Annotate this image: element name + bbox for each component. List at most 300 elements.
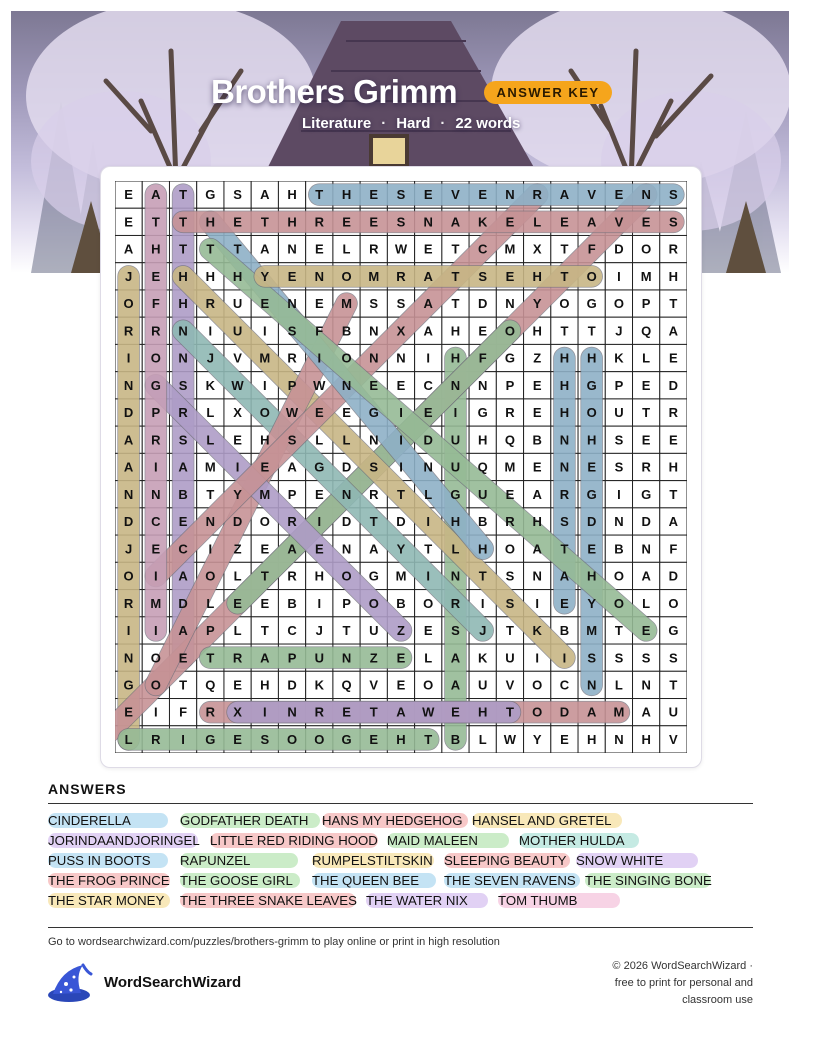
grid-letter: O: [259, 405, 270, 421]
grid-letter: R: [232, 650, 243, 666]
grid-letter: Y: [587, 595, 597, 611]
grid-letter: A: [668, 514, 679, 530]
grid-letter: H: [586, 731, 597, 747]
grid-letter: I: [480, 595, 485, 611]
grid-letter: S: [614, 650, 624, 666]
grid-letter: E: [641, 432, 651, 448]
grid-letter: N: [287, 296, 297, 312]
grid-letter: D: [668, 568, 679, 584]
grid-letter: J: [315, 623, 323, 639]
answer-word-label: HANS MY HEDGEHOG: [322, 813, 463, 828]
grid-letter: H: [232, 268, 243, 284]
grid-letter: H: [559, 350, 570, 366]
grid-letter: S: [287, 432, 297, 448]
grid-letter: R: [314, 704, 324, 720]
grid-letter: G: [641, 486, 652, 502]
answer-word-label: LITTLE RED RIDING HOOD: [210, 833, 378, 848]
grid-letter: D: [341, 459, 352, 475]
grid-letter: W: [285, 405, 299, 421]
grid-letter: V: [233, 350, 242, 366]
grid-letter: M: [259, 350, 271, 366]
grid-letter: E: [260, 459, 270, 475]
grid-letter: G: [341, 731, 352, 747]
answers-heading: ANSWERS: [48, 781, 127, 797]
grid-letter: N: [151, 486, 161, 502]
category-label: Literature: [302, 115, 372, 132]
grid-letter: T: [206, 650, 215, 666]
grid-letter: S: [478, 268, 488, 284]
grid-letter: A: [287, 541, 297, 557]
grid-letter: B: [559, 623, 570, 639]
grid-letter: M: [204, 459, 216, 475]
grid-letters: [124, 187, 679, 747]
grid-letter: L: [233, 623, 242, 639]
grid-letter: P: [151, 405, 161, 421]
grid-letter: O: [314, 731, 325, 747]
grid-letter: T: [669, 486, 678, 502]
answer-word-label: THE THREE SNAKE LEAVES: [180, 893, 357, 908]
grid-letter: E: [396, 377, 406, 393]
answer-word-label: MAID MALEEN: [387, 833, 478, 848]
grid-letter: S: [587, 650, 597, 666]
grid-letter: I: [262, 323, 267, 339]
grid-letter: E: [669, 432, 678, 448]
grid-letter: E: [178, 650, 188, 666]
grid-letter: S: [669, 650, 678, 666]
grid-letter: R: [151, 432, 161, 448]
grid-letter: N: [123, 377, 134, 393]
grid-letter: E: [124, 214, 133, 230]
grid-letter: G: [586, 296, 597, 312]
grid-letter: T: [424, 731, 433, 747]
grid-letter: I: [154, 704, 158, 720]
grid-letter: T: [151, 214, 160, 230]
grid-letter: G: [450, 486, 461, 502]
grid-letter: Q: [641, 323, 652, 339]
answer-word: [180, 812, 308, 829]
grid-letter: E: [260, 541, 270, 557]
grid-letter: D: [423, 432, 433, 448]
grid-letter: N: [341, 377, 352, 393]
grid-letter: A: [423, 268, 433, 284]
grid-letter: G: [477, 405, 488, 421]
grid-letter: N: [423, 214, 433, 230]
grid-letter: L: [233, 568, 242, 584]
copyright-line: © 2026 WordSearchWizard ·: [612, 960, 753, 972]
grid-letter: M: [504, 241, 516, 257]
answer-word-label: THE STAR MONEY: [48, 893, 165, 908]
grid-letter: O: [150, 350, 161, 366]
grid-letter: G: [368, 405, 379, 421]
grid-letter: D: [123, 514, 134, 530]
grid-letter: K: [205, 377, 216, 393]
grid-letter: O: [504, 541, 516, 557]
grid-letter: E: [151, 268, 161, 284]
grid-letter: I: [453, 405, 458, 421]
grid-letter: L: [342, 432, 351, 448]
grid-letter: I: [262, 377, 267, 393]
grid-letter: E: [423, 187, 433, 203]
grid-letter: E: [505, 214, 515, 230]
grid-letter: P: [505, 377, 515, 393]
grid-letter: K: [314, 677, 324, 693]
grid-letter: L: [533, 214, 542, 230]
answer-word: [444, 872, 576, 889]
grid-letter: R: [532, 187, 542, 203]
grid-letter: A: [450, 214, 461, 230]
grid-letter: S: [505, 595, 515, 611]
grid-letter: D: [232, 514, 243, 530]
grid-letter: N: [532, 568, 542, 584]
grid-letter: N: [178, 350, 188, 366]
grid-letter: E: [369, 377, 379, 393]
answer-word: [472, 812, 612, 829]
grid-letter: S: [369, 296, 379, 312]
grid-letter: E: [669, 350, 678, 366]
grid-letter: R: [505, 514, 515, 530]
grid-letter: T: [206, 486, 215, 502]
grid-letter: H: [450, 514, 461, 530]
grid-letter: A: [369, 541, 379, 557]
grid-letter: I: [181, 731, 185, 747]
grid-letter: M: [259, 486, 271, 502]
answer-word-label: SLEEPING BEAUTY: [444, 853, 567, 868]
grid-letter: D: [614, 241, 624, 257]
grid-letter: S: [396, 187, 406, 203]
footer-link-text[interactable]: Go to wordsearchwizard.com/puzzles/brothers-grimm to play online or print in high resolution: [48, 936, 500, 948]
grid-letter: E: [178, 514, 188, 530]
grid-letter: E: [641, 377, 651, 393]
answer-word: [48, 892, 164, 909]
meta-separator: ·: [440, 115, 446, 132]
grid-letter: E: [478, 323, 488, 339]
grid-letter: H: [532, 514, 542, 530]
grid-letter: O: [286, 731, 298, 747]
grid-letter: E: [532, 405, 542, 421]
grid-letter: I: [154, 459, 158, 475]
grid-letter: E: [451, 704, 460, 720]
grid-letter: M: [395, 568, 407, 584]
grid-letter: J: [615, 323, 623, 339]
grid-letter: I: [617, 268, 621, 284]
grid-letter: T: [451, 241, 460, 257]
grid-letter: I: [208, 323, 213, 339]
grid-letter: I: [317, 350, 322, 366]
grid-letter: N: [559, 432, 570, 448]
grid-letter: J: [206, 350, 214, 366]
grid-letter: P: [287, 486, 297, 502]
grid-letter: Y: [532, 296, 542, 312]
grid-letter: T: [669, 296, 678, 312]
grid-letter: A: [123, 459, 134, 475]
grid-letter: N: [123, 650, 134, 666]
grid-letter: T: [260, 214, 269, 230]
grid-letter: B: [450, 731, 461, 747]
grid-letter: F: [315, 323, 324, 339]
grid-letter: H: [396, 731, 406, 747]
grid-letter: I: [154, 568, 158, 584]
answer-word-label: GODFATHER DEATH: [180, 813, 309, 828]
grid-letter: I: [535, 650, 540, 666]
grid-letter: A: [668, 323, 679, 339]
grid-letter: N: [450, 377, 461, 393]
answer-word: [48, 852, 151, 869]
grid-letter: T: [369, 514, 378, 530]
grid-letter: I: [235, 459, 240, 475]
grid-letter: E: [641, 623, 651, 639]
grid-letter: N: [314, 268, 324, 284]
grid-letter: N: [178, 323, 188, 339]
grid-letter: E: [369, 214, 379, 230]
grid-letter: I: [154, 623, 158, 639]
grid-letter: H: [668, 268, 679, 284]
grid-letter: A: [260, 241, 270, 257]
grid-letter: B: [287, 595, 297, 611]
grid-letter: O: [613, 595, 624, 611]
grid-letter: T: [233, 241, 242, 257]
grid-letter: T: [260, 623, 269, 639]
answer-word-label: CINDERELLA: [48, 813, 131, 828]
grid-letter: T: [179, 241, 188, 257]
grid-letter: R: [287, 568, 297, 584]
grid-letter: A: [151, 187, 161, 203]
grid-letter: E: [124, 704, 133, 720]
grid-letter: H: [450, 323, 461, 339]
grid-letter: U: [450, 459, 461, 475]
grid-letter: A: [123, 241, 134, 257]
grid-letter: S: [669, 187, 678, 203]
grid-letter: D: [123, 405, 134, 421]
grid-letter: O: [123, 568, 134, 584]
grid-letter: P: [205, 623, 215, 639]
grid-letter: M: [341, 296, 352, 312]
grid-letter: I: [426, 350, 431, 366]
grid-letter: W: [231, 377, 244, 393]
grid-letter: R: [641, 459, 651, 475]
grid-letter: O: [341, 350, 352, 366]
grid-letter: H: [178, 268, 188, 284]
grid-letter: U: [505, 650, 515, 666]
grid-letter: Z: [233, 541, 242, 557]
answer-word: [498, 892, 577, 909]
grid-letter: T: [369, 704, 378, 720]
grid-letter: A: [178, 623, 188, 639]
grid-letter: A: [287, 459, 297, 475]
grid-letter: V: [505, 677, 515, 693]
grid-letter: U: [314, 650, 324, 666]
grid-letter: K: [614, 350, 624, 366]
grid-letter: D: [668, 377, 679, 393]
answers-list: [48, 812, 768, 912]
grid-letter: C: [151, 514, 161, 530]
grid-letter: A: [178, 568, 188, 584]
divider: [48, 803, 753, 804]
grid-letter: R: [287, 350, 297, 366]
grid-letter: T: [478, 568, 487, 584]
grid-letter: C: [287, 623, 297, 639]
grid-letter: H: [314, 568, 324, 584]
grid-letter: E: [151, 541, 161, 557]
grid-letter: Q: [477, 459, 488, 475]
grid-letter: L: [315, 432, 324, 448]
grid-letter: M: [150, 595, 162, 611]
grid-letter: A: [532, 486, 542, 502]
answer-word: [576, 852, 663, 869]
grid-letter: E: [342, 405, 351, 421]
grid-letter: D: [341, 514, 352, 530]
grid-letter: V: [587, 187, 597, 203]
grid-letter: M: [504, 459, 516, 475]
grid-letter: T: [669, 677, 678, 693]
grid-letter: S: [287, 323, 297, 339]
answer-word-label: JORINDAANDJORINGEL: [48, 833, 200, 848]
grid-letter: A: [641, 568, 651, 584]
grid-letter: Z: [397, 623, 405, 639]
grid-letter: G: [586, 377, 597, 393]
grid-letter: T: [560, 323, 569, 339]
grid-letter: N: [396, 350, 406, 366]
grid-letter: H: [260, 432, 270, 448]
answer-word: [180, 852, 250, 869]
grid-letter: N: [614, 731, 624, 747]
grid-letter: E: [369, 731, 379, 747]
grid-letter: H: [260, 677, 270, 693]
grid-letter: L: [424, 486, 433, 502]
grid-letter: A: [559, 187, 570, 203]
grid-letter: A: [586, 214, 597, 230]
grid-letter: T: [315, 187, 324, 203]
grid-letter: E: [478, 187, 488, 203]
grid-letter: Q: [341, 677, 352, 693]
grid-letter: S: [614, 459, 624, 475]
grid-letter: M: [613, 704, 625, 720]
grid-letter: O: [259, 514, 270, 530]
grid-letter: B: [178, 486, 188, 502]
answer-word: [48, 812, 131, 829]
grid-letter: A: [559, 568, 570, 584]
grid-letter: E: [560, 731, 569, 747]
grid-letter: Z: [533, 350, 542, 366]
grid-letter: I: [617, 486, 621, 502]
grid-letter: R: [450, 595, 461, 611]
grid-letter: R: [151, 323, 161, 339]
grid-letter: L: [478, 731, 487, 747]
grid-letter: A: [423, 296, 433, 312]
grid-letter: N: [614, 514, 624, 530]
grid-letter: H: [586, 568, 597, 584]
grid-letter: S: [505, 568, 515, 584]
copyright-notice: [580, 958, 753, 1009]
grid-letter: N: [478, 377, 488, 393]
grid-letter: W: [313, 377, 326, 393]
grid-letter: B: [341, 323, 352, 339]
grid-letter: F: [179, 704, 188, 720]
grid-letter: Q: [504, 432, 516, 448]
grid-letter: V: [614, 214, 624, 230]
grid-letter: T: [505, 704, 514, 720]
grid-letter: L: [206, 405, 215, 421]
grid-letter: N: [341, 486, 352, 502]
grid-letter: R: [668, 241, 679, 257]
copyright-line: free to print for personal and: [614, 977, 753, 989]
grid-letter: E: [423, 623, 433, 639]
grid-letter: I: [399, 405, 403, 421]
grid-letter: H: [341, 187, 352, 203]
grid-letter: R: [287, 514, 297, 530]
wizard-hat-icon: [47, 962, 93, 1004]
grid-letter: E: [369, 187, 379, 203]
grid-letter: T: [179, 677, 188, 693]
grid-letter: P: [342, 595, 351, 611]
grid-letter: R: [178, 405, 188, 421]
answer-word-label: THE WATER NIX: [366, 893, 468, 908]
grid-letter: E: [314, 405, 324, 421]
grid-letter: I: [317, 514, 322, 530]
grid-letter: W: [394, 241, 408, 257]
brand-name: WordSearchWizard: [104, 974, 242, 991]
grid-letter: S: [614, 432, 624, 448]
grid-letter: H: [478, 432, 488, 448]
answer-word-label: THE QUEEN BEE: [312, 873, 419, 888]
grid-letter: X: [396, 323, 406, 339]
answer-word: [210, 832, 378, 849]
grid-letter: N: [641, 541, 651, 557]
grid-letter: M: [640, 268, 652, 284]
grid-letter: G: [668, 623, 679, 639]
grid-letter: L: [424, 650, 433, 666]
grid-letter: O: [613, 296, 624, 312]
grid-letter: E: [560, 214, 569, 230]
grid-letter: K: [478, 214, 488, 230]
grid-letter: E: [587, 541, 597, 557]
grid-letter: E: [233, 214, 242, 230]
grid-letter: T: [424, 541, 433, 557]
grid-letter: E: [587, 459, 597, 475]
grid-letter: I: [426, 514, 431, 530]
grid-letter: T: [179, 214, 188, 230]
grid-letter: N: [369, 323, 379, 339]
grid-letter: B: [614, 541, 624, 557]
answer-word: [519, 832, 625, 849]
answer-word: [312, 852, 433, 869]
grid-letter: U: [614, 405, 624, 421]
grid-letter: T: [206, 241, 215, 257]
grid-letter: E: [314, 486, 324, 502]
answer-key-badge: ANSWER KEY: [484, 81, 612, 104]
grid-letter: E: [505, 268, 515, 284]
grid-letter: I: [317, 595, 322, 611]
grid-letter: O: [423, 595, 434, 611]
grid-letter: O: [586, 268, 597, 284]
grid-letter: E: [314, 541, 324, 557]
answer-word: [180, 872, 293, 889]
grid-letter: E: [260, 595, 270, 611]
grid-letter: S: [178, 432, 188, 448]
grid-letter: Q: [205, 677, 216, 693]
grid-letter: T: [260, 568, 269, 584]
grid-letter: H: [559, 377, 570, 393]
grid-letter: H: [641, 731, 651, 747]
grid-letter: A: [260, 650, 270, 666]
grid-letter: S: [369, 459, 379, 475]
page-title: Brothers Grimm: [211, 73, 458, 110]
grid-letter: O: [532, 704, 543, 720]
grid-letter: A: [450, 677, 461, 693]
grid-letter: S: [396, 214, 406, 230]
grid-letter: L: [614, 677, 623, 693]
grid-letter: I: [208, 541, 213, 557]
grid-letter: E: [124, 187, 133, 203]
